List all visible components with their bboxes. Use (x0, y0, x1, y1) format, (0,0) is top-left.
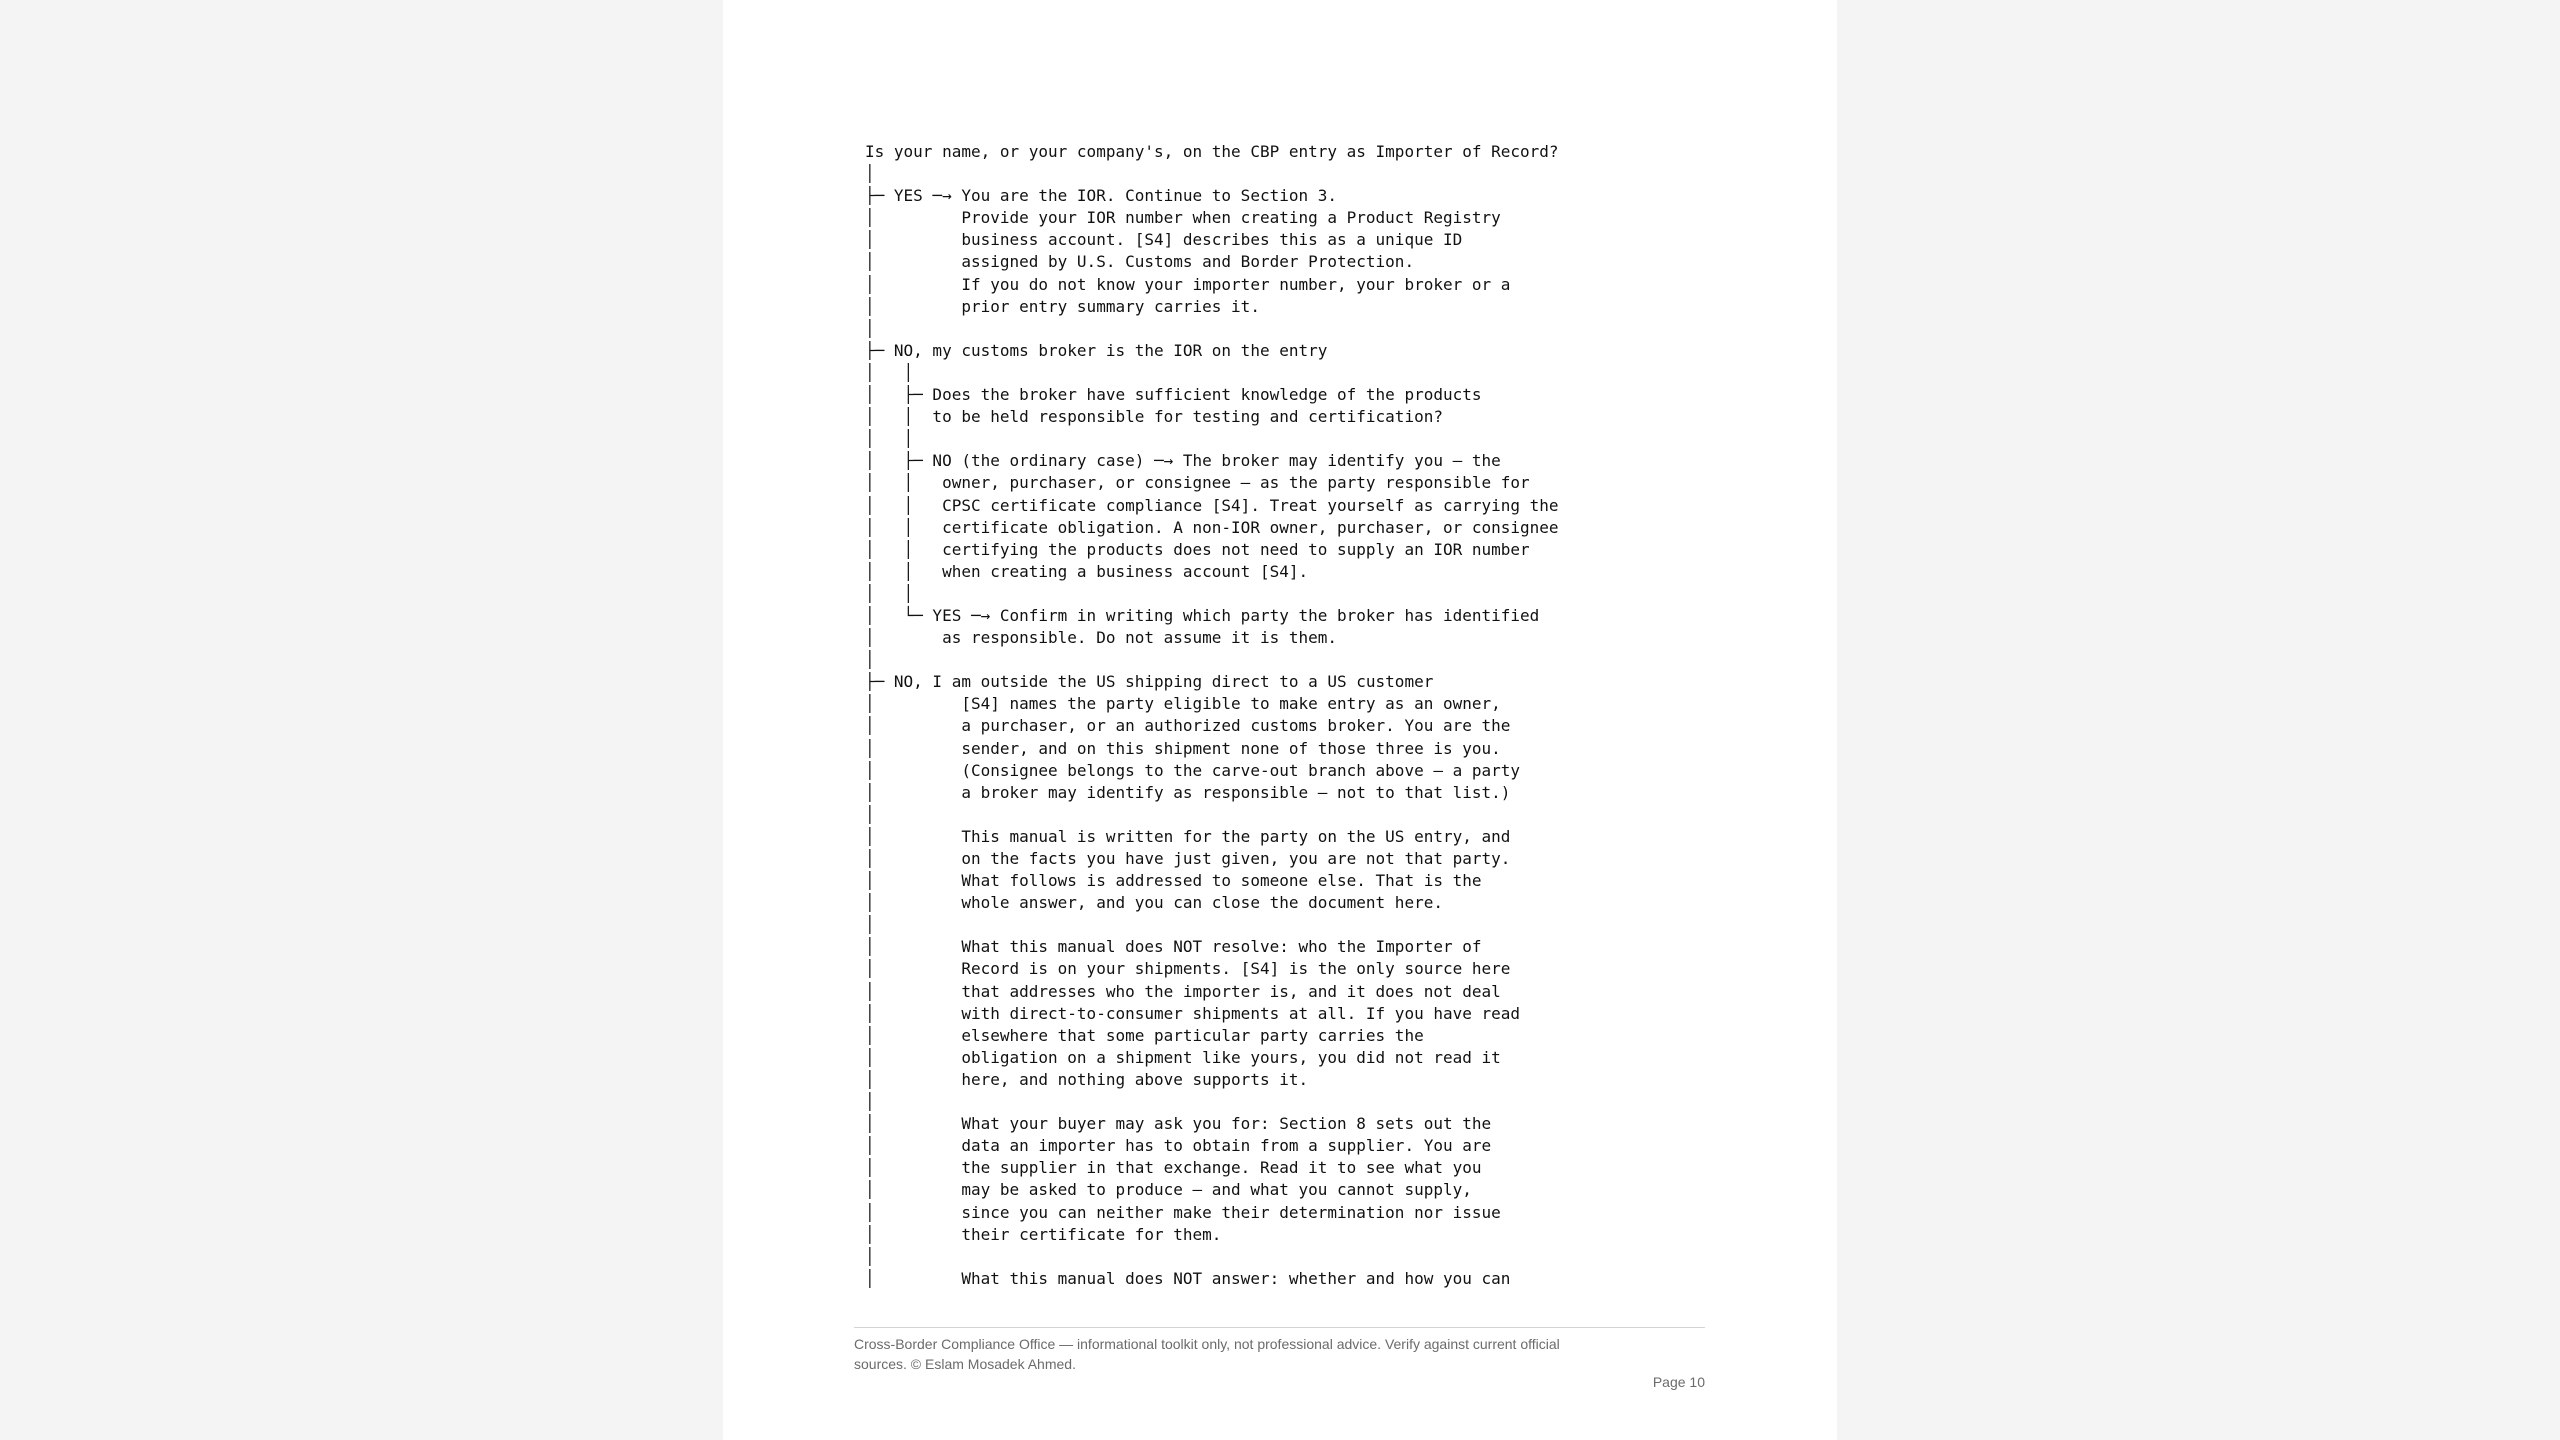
text-line: Is your name, or your company's, on the CBP entry as Importer of Record? (865, 142, 1559, 161)
text-line: │ data an importer has to obtain from a supplier. You are (865, 1136, 1492, 1156)
text-line: │ ├─ Does the broker have sufficient knowledge of the products (865, 385, 1482, 405)
document-page (723, 0, 1837, 1440)
text-line: │ │ certifying the products does not need to supply an IOR number (865, 539, 1530, 559)
text-line: │ business account. [S4] describes this as a unique ID (865, 230, 1463, 250)
text-line: │ a broker may identify as responsible — not to that list.) (865, 782, 1511, 802)
text-line: │ What follows is addressed to someone else. That is the (865, 871, 1482, 891)
text-line: │ Record is on your shipments. [S4] is the only source here (865, 959, 1511, 979)
footer-divider (854, 1327, 1705, 1328)
text-line: │ │ when creating a business account [S4]. (865, 561, 1309, 581)
text-line: │ (865, 164, 875, 184)
text-line: │ [S4] names the party eligible to make entry as an owner, (865, 694, 1501, 714)
text-line: │ that addresses who the importer is, and it does not deal (865, 981, 1501, 1001)
text-line: │ may be asked to produce — and what you cannot supply, (865, 1180, 1472, 1200)
text-line: │ (865, 1092, 875, 1112)
text-line: │ (865, 1246, 875, 1266)
footer-disclaimer: Cross-Border Compliance Office — informational toolkit only, not professional advice. Verify against current official sources. © Eslam Mosadek Ahmed. (854, 1336, 1560, 1372)
text-line: │ (865, 318, 875, 338)
text-line: │ (865, 915, 875, 935)
text-line: │ their certificate for them. (865, 1224, 1222, 1244)
decision-tree-text (865, 141, 1559, 1290)
text-line: ├─ YES ─→ You are the IOR. Continue to Section 3. (865, 186, 1338, 206)
text-line: │ This manual is written for the party on the US entry, and (865, 826, 1511, 846)
text-line: │ sender, and on this shipment none of those three is you. (865, 738, 1501, 758)
text-line: │ since you can neither make their determination nor issue (865, 1202, 1501, 1222)
text-line: │ the supplier in that exchange. Read it to see what you (865, 1158, 1482, 1178)
text-line: │ assigned by U.S. Customs and Border Protection. (865, 252, 1415, 272)
text-line: │ as responsible. Do not assume it is them. (865, 628, 1338, 648)
text-line: │ Provide your IOR number when creating a Product Registry (865, 208, 1501, 228)
text-line: │ What this manual does NOT resolve: who the Importer of (865, 937, 1482, 957)
text-line: │ │ certificate obligation. A non-IOR owner, purchaser, or consignee (865, 517, 1559, 537)
text-line: │ What your buyer may ask you for: Section 8 sets out the (865, 1114, 1492, 1134)
text-line: │ (865, 804, 875, 824)
text-line: │ here, and nothing above supports it. (865, 1069, 1309, 1089)
text-line: │ on the facts you have just given, you are not that party. (865, 849, 1511, 868)
text-line: │ (865, 650, 875, 670)
text-line: │ prior entry summary carries it. (865, 296, 1260, 316)
text-line: │ (Consignee belongs to the carve-out branch above — a party (865, 760, 1521, 780)
text-line: │ │ (865, 583, 914, 603)
text-line: │ a purchaser, or an authorized customs broker. You are the (865, 716, 1511, 736)
text-line: │ ├─ NO (the ordinary case) ─→ The broker may identify you — the (865, 451, 1501, 471)
text-line: │ │ to be held responsible for testing and certification? (865, 407, 1443, 427)
text-line: │ └─ YES ─→ Confirm in writing which party the broker has identified (865, 605, 1540, 625)
text-line: │ with direct-to-consumer shipments at all. If you have read (865, 1003, 1521, 1023)
text-line: │ obligation on a shipment like yours, you did not read it (865, 1047, 1501, 1067)
text-line: │ │ CPSC certificate compliance [S4]. Treat yourself as carrying the (865, 495, 1559, 515)
text-line: │ If you do not know your importer number, your broker or a (865, 274, 1511, 294)
text-line: │ │ (865, 362, 914, 382)
text-line: │ │ owner, purchaser, or consignee — as the party responsible for (865, 473, 1530, 493)
page-number: Page 10 (1652, 1374, 1705, 1390)
text-line: │ elsewhere that some particular party carries the (865, 1025, 1424, 1045)
text-line: ├─ NO, my customs broker is the IOR on the entry (865, 340, 1328, 360)
text-line: ├─ NO, I am outside the US shipping direct to a US customer (865, 672, 1434, 692)
text-line: │ │ (865, 429, 914, 449)
text-line: │ whole answer, and you can close the document here. (865, 893, 1443, 913)
text-line: │ What this manual does NOT answer: whether and how you can (865, 1268, 1511, 1288)
